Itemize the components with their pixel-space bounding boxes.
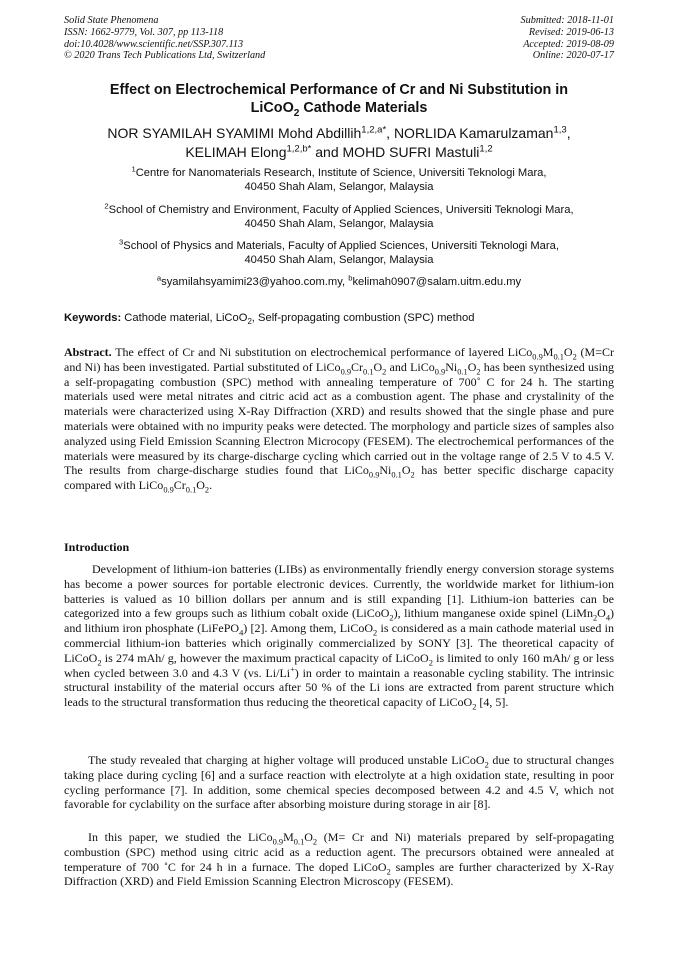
superscript: + bbox=[290, 664, 295, 674]
text: is limited to only 160 mAh/ g or less when cycled between 3.0 and 4.3 V (vs. Li/Li bbox=[64, 650, 614, 680]
journal-info bbox=[64, 15, 265, 62]
paper-title bbox=[60, 81, 618, 117]
author-affil-mark: 1,2,b* bbox=[286, 142, 312, 154]
subscript: 2 bbox=[389, 613, 394, 623]
affiliation-1 bbox=[60, 164, 618, 194]
affiliation-text: School of Chemistry and Environment, Faculty of Applied Sciences, Universiti Teknologi Mara, bbox=[108, 204, 574, 216]
affiliation-mark: 2 bbox=[104, 201, 109, 211]
subscript: 2 bbox=[204, 485, 210, 495]
subscript: 0.9 bbox=[272, 837, 284, 847]
subscript: 0.9 bbox=[368, 470, 380, 480]
text: . bbox=[209, 478, 213, 493]
text: (M= Cr and Ni) materials prepared by self-propagating combustion (SPC) method using citric acid as a reduction agent. The precursors obtained were annealed at temperature of 700 ˚C for 24 h in a furnace. The doped LiCoO bbox=[64, 830, 614, 874]
subscript: 0.9 bbox=[434, 367, 446, 377]
author-name: and MOHD SUFRI Mastuli bbox=[311, 143, 480, 160]
abstract-paragraph bbox=[64, 345, 614, 493]
author-name: NOR SYAMILAH SYAMIMI Mohd Abdillih bbox=[107, 125, 362, 141]
text: In this paper, we studied the LiCo bbox=[88, 830, 273, 844]
subscript: 2 bbox=[410, 470, 415, 480]
author-list bbox=[50, 124, 628, 161]
text: (M=Cr and Ni) has been investigated. Partial substituted of LiCo bbox=[64, 345, 614, 374]
subscript: 4 bbox=[239, 628, 244, 638]
text: O bbox=[196, 478, 205, 493]
text: M bbox=[283, 830, 294, 844]
text: O bbox=[401, 463, 411, 478]
journal-doi[interactable]: doi:10.4028/www.scientific.net/SSP.307.113 bbox=[64, 38, 244, 50]
keywords bbox=[64, 311, 614, 325]
email-link[interactable]: syamilahsyamimi23@yahoo.com.my, bbox=[161, 276, 349, 288]
subscript: 0.1 bbox=[185, 485, 197, 495]
subscript: 2 bbox=[373, 628, 378, 638]
title-text: LiCoO bbox=[250, 100, 294, 116]
text: O bbox=[373, 359, 383, 374]
text: ) and lithium iron phosphate (LiFePO bbox=[64, 606, 614, 636]
subscript: 2 bbox=[312, 837, 318, 847]
affiliation-mark: 1 bbox=[131, 164, 136, 174]
affiliation-text: School of Physics and Materials, Faculty of Applied Sciences, Universiti Teknologi Mara, bbox=[123, 240, 559, 252]
abstract-label: Abstract. bbox=[64, 345, 112, 359]
affiliation-mark: 3 bbox=[119, 237, 124, 247]
intro-paragraph-1 bbox=[64, 562, 614, 710]
text: ) in order to maintain a reasonable cycling stability. The intrinsic structural instability of the material occurs after 50 % of the Li ions are extracted from parent structure which leads to the structural transformation thus reducing the theoretical capacity of LiCoO bbox=[64, 665, 614, 710]
subscript: 0.9 bbox=[532, 352, 543, 362]
subscript: 2 bbox=[428, 658, 433, 668]
submission-dates bbox=[521, 15, 614, 62]
keywords-text: Cathode material, LiCoO bbox=[121, 312, 248, 324]
abstract bbox=[64, 345, 614, 493]
paragraph bbox=[64, 562, 614, 710]
text: is 274 mAh/ g, however the maximum practical capacity of LiCoO bbox=[101, 650, 429, 665]
subscript: 2 bbox=[592, 613, 598, 623]
text: O bbox=[597, 606, 606, 621]
email-mark: a bbox=[156, 273, 162, 283]
text: samples are further characterized by X-Ray Diffraction (XRD) and Field Emission Scanning Electron Microscopy (FESEM). bbox=[64, 859, 614, 889]
text: has been synthesized using a self-propagating combustion (SPC) method with annealing temperature of 700˚ C for 24 h. The starting materials used were metal nitrates and citric acid act as a combustion agent. The phase and crystalinity of the materials were characterized using X-Ray Diffraction (XRD) and results showed that the single phase and pure materials were obtained with no impurity peaks were detected. The morphology and particle sizes of samples also analyzed using Field Emission Scanning Electron Microcopy (FESEM). The electrochemical performances of the materials were measured by its charge-discharge cycling which carried out in the voltage range of 2.5 V to 4.5 V. The results from charge-discharge studies found that LiCo bbox=[64, 359, 615, 478]
subscript: 2 bbox=[386, 866, 391, 876]
title-subscript: 2 bbox=[293, 107, 300, 119]
subscript: 2 bbox=[572, 352, 577, 362]
intro-paragraph-3 bbox=[64, 830, 614, 889]
title-line-1: Effect on Electrochemical Performance of Cr and Ni Substitution in bbox=[109, 82, 569, 98]
journal-name: Solid State Phenomena bbox=[64, 15, 159, 26]
paragraph bbox=[64, 753, 614, 812]
subscript: 0.1 bbox=[391, 470, 402, 480]
author-affil-mark: 1,2 bbox=[479, 142, 493, 154]
text: Ni bbox=[379, 463, 392, 478]
keywords-subscript: 2 bbox=[247, 317, 252, 327]
text: and LiCo bbox=[386, 359, 435, 374]
title-text: Cathode Materials bbox=[299, 100, 428, 116]
title-line-2 bbox=[60, 99, 618, 117]
text: M bbox=[542, 345, 554, 359]
text: Cr bbox=[351, 359, 364, 374]
email-mark: b bbox=[348, 273, 353, 283]
text: The study revealed that charging at higher voltage will produced unstable LiCoO bbox=[88, 753, 485, 767]
text: [4, 5]. bbox=[476, 695, 509, 710]
subscript: 2 bbox=[382, 367, 387, 377]
affiliation-3 bbox=[60, 237, 618, 267]
section-heading-introduction: Introduction bbox=[64, 540, 130, 554]
text: Ni bbox=[445, 359, 458, 374]
affiliation-2 bbox=[60, 201, 618, 231]
keywords-text: , Self-propagating combustion (SPC) method bbox=[251, 312, 475, 324]
subscript: 0.9 bbox=[340, 367, 352, 377]
text: The effect of Cr and Ni substitution on electrochemical performance of layered LiCo bbox=[111, 345, 533, 359]
author-name: , NORLIDA Kamarulzaman bbox=[386, 125, 554, 141]
author-name: KELIMAH Elong bbox=[185, 143, 287, 160]
subscript: 0.1 bbox=[553, 352, 564, 362]
author-affil-mark: 1,2,a* bbox=[361, 124, 387, 136]
subscript: 2 bbox=[484, 760, 489, 770]
date-revised: Revised: 2019-06-13 bbox=[528, 26, 614, 38]
subscript: 4 bbox=[605, 613, 610, 623]
date-submitted: Submitted: 2018-11-01 bbox=[520, 15, 614, 26]
affiliation-address: 40450 Shah Alam, Selangor, Malaysia bbox=[244, 217, 434, 230]
journal-issn: ISSN: 1662-9779, Vol. 307, pp 113-118 bbox=[64, 26, 224, 38]
text: is considered as a main cathode material used in commercial lithium-ion batteries which originally commercialized by SONY [3]. The theoretical capacity of LiCoO bbox=[64, 621, 614, 665]
journal-copyright: © 2020 Trans Tech Publications Ltd, Switzerland bbox=[64, 50, 266, 62]
subscript: 2 bbox=[472, 702, 477, 712]
subscript: 0.9 bbox=[163, 485, 174, 495]
email-line bbox=[60, 273, 618, 290]
keywords-label: Keywords: bbox=[64, 312, 122, 324]
date-accepted: Accepted: 2019-08-09 bbox=[523, 38, 614, 50]
intro-paragraph-2 bbox=[64, 753, 614, 812]
affiliation-text: Centre for Nanomaterials Research, Institute of Science, Universiti Teknologi Mara, bbox=[135, 167, 547, 179]
paragraph bbox=[64, 830, 614, 889]
text: O bbox=[304, 830, 313, 844]
date-online: Online: 2020-07-17 bbox=[532, 50, 614, 62]
text: due to structural changes taking place during cycling [6] and a surface reaction with electrolyte at a high oxidation state, resulting in poor cycling performance [7]. In addition, some chemical species decomposed between 4.2 and 4.5 V, which not favorable for cyclability on the surface after absorbing moisture during storage in air [8]. bbox=[64, 753, 614, 812]
subscript: 2 bbox=[476, 367, 481, 377]
affiliation-address: 40450 Shah Alam, Selangor, Malaysia bbox=[244, 253, 434, 266]
affiliation-address: 40450 Shah Alam, Selangor, Malaysia bbox=[244, 180, 434, 193]
subscript: 0.1 bbox=[457, 367, 468, 377]
email-link[interactable]: kelimah0907@salam.uitm.edu.my bbox=[352, 276, 522, 288]
text: Cr bbox=[173, 478, 186, 493]
author-separator: , bbox=[566, 125, 571, 141]
text: has better specific discharge capacity compared with LiCo bbox=[64, 463, 615, 493]
text: Development of lithium-ion batteries (LIBs) as environmentally friendly energy conversion storage systems has become a power sources for portable electronic devices. Currently, the worldwide market for lithium-ion batteries is valued as 10 billion dollars per annum and is still expanding [1]. Lithium-ion batteries can be categorized into a few groups such as lithium cobalt oxide (LiCoO bbox=[64, 562, 614, 621]
subscript: 2 bbox=[97, 658, 102, 668]
text: O bbox=[467, 359, 477, 374]
text: ), lithium manganese oxide spinel (LiMn bbox=[393, 606, 593, 621]
subscript: 0.1 bbox=[363, 367, 374, 377]
text: ) [2]. Among them, LiCoO bbox=[243, 621, 374, 636]
text: O bbox=[563, 345, 573, 359]
subscript: 0.1 bbox=[293, 837, 305, 847]
author-affil-mark: 1,3 bbox=[553, 124, 567, 136]
